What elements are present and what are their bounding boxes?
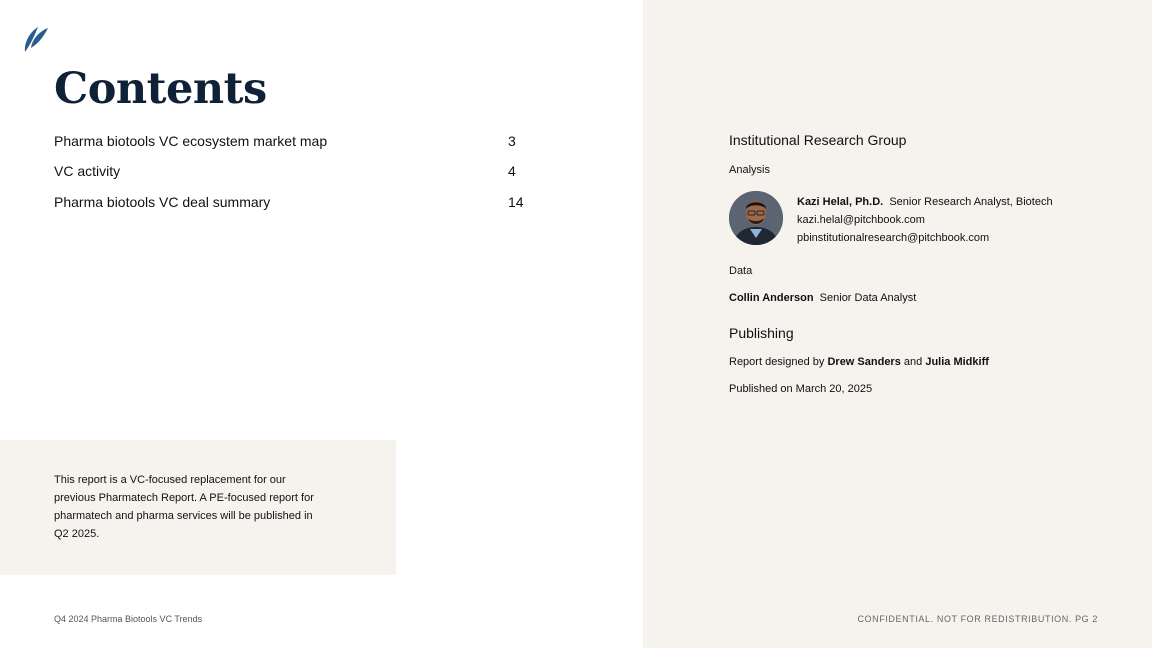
page-title: Contents — [54, 64, 267, 114]
designer-1: Drew Sanders — [827, 356, 901, 368]
analyst-role: Senior Research Analyst, Biotech — [889, 196, 1053, 208]
footer-confidential: CONFIDENTIAL. NOT FOR REDISTRIBUTION. PG 2 — [857, 614, 1098, 624]
data-label: Data — [729, 265, 753, 277]
team-email[interactable]: pbinstitutionalresearch@pitchbook.com — [797, 232, 990, 244]
footer-report-title: Q4 2024 Pharma Biotools VC Trends — [54, 614, 203, 624]
toc-item[interactable]: Pharma biotools VC deal summary — [54, 194, 271, 210]
toc-page-number[interactable]: 14 — [508, 194, 524, 210]
analyst-name: Kazi Helal, Ph.D. — [797, 196, 884, 208]
toc-item[interactable]: VC activity — [54, 163, 121, 179]
org-name: Institutional Research Group — [729, 132, 907, 148]
designed-by — [729, 356, 989, 368]
and-word: and — [903, 356, 923, 368]
avatar — [729, 191, 783, 245]
data-person-role: Senior Data Analyst — [819, 292, 917, 304]
published-date: Published on March 20, 2025 — [729, 383, 873, 395]
designer-2: Julia Midkiff — [925, 356, 989, 368]
publishing-heading: Publishing — [729, 325, 794, 341]
data-person — [729, 292, 916, 304]
logo-icon — [22, 24, 50, 54]
toc-item[interactable]: Pharma biotools VC ecosystem market map — [54, 133, 328, 149]
toc-page-number[interactable]: 3 — [508, 133, 516, 149]
report-note: This report is a VC-focused replacement for our previous Pharmatech Report. A PE-focused report for pharmatech and pharma services will be published in Q2 2025. — [54, 474, 314, 540]
designed-prefix: Report designed by — [729, 356, 825, 368]
toc-page-number[interactable]: 4 — [508, 163, 516, 179]
data-person-name: Collin Anderson — [729, 292, 814, 304]
analyst-details — [797, 193, 1053, 247]
analysis-label: Analysis — [729, 164, 770, 176]
credits-panel — [643, 0, 1152, 648]
analyst-email[interactable]: kazi.helal@pitchbook.com — [797, 214, 925, 226]
